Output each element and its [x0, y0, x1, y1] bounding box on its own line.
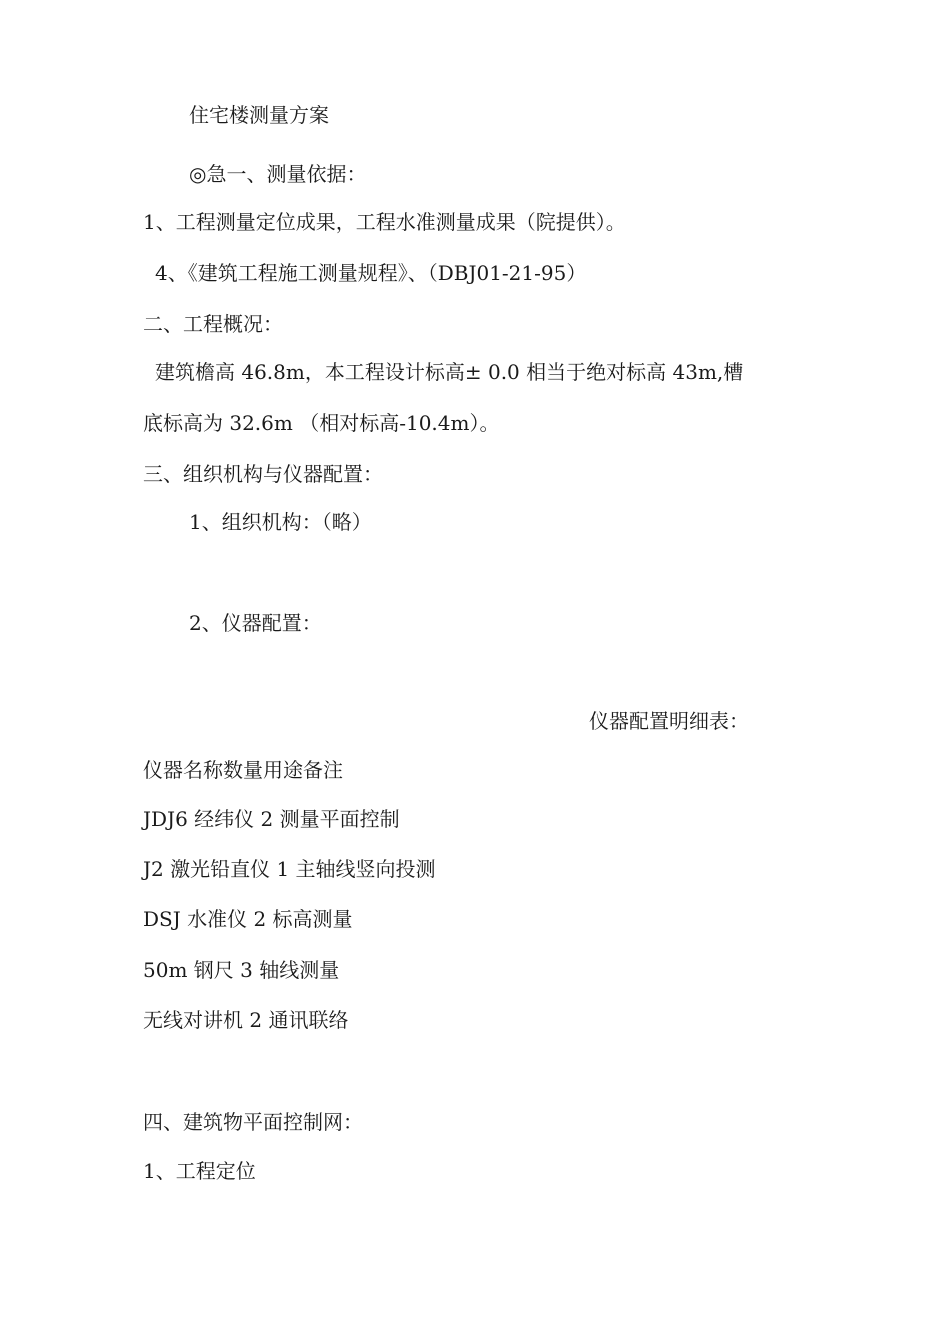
- section-3-sub-1: 1、组织机构：（略）: [189, 510, 372, 534]
- equipment-table-caption: 仪器配置明细表：: [589, 709, 749, 733]
- section-1-heading: ◎急一、测量依据：: [189, 162, 367, 186]
- section-4-heading: 四、建筑物平面控制网：: [143, 1110, 363, 1134]
- section-2-paragraph-line-1: 建筑檐高 46.8m，本工程设计标高± 0.0 相当于绝对标高 43m,槽: [155, 360, 744, 384]
- equipment-table-header: 仪器名称数量用途备注: [143, 758, 343, 782]
- equipment-table-row: DSJ 水准仪 2 标高测量: [143, 907, 353, 931]
- section-4-sub-1: 1、工程定位: [143, 1159, 256, 1183]
- section-1-item-1: 1、工程测量定位成果，工程水准测量成果（院提供）。: [143, 210, 626, 234]
- equipment-table-row: JDJ6 经纬仪 2 测量平面控制: [143, 807, 400, 831]
- equipment-table-row: 无线对讲机 2 通讯联络: [143, 1008, 349, 1032]
- section-2-paragraph-line-2: 底标高为 32.6m （相对标高-10.4m）。: [143, 411, 500, 435]
- document-title: 住宅楼测量方案: [189, 103, 329, 127]
- section-2-heading: 二、工程概况：: [143, 312, 283, 336]
- equipment-table-row: 50m 钢尺 3 轴线测量: [143, 958, 340, 982]
- equipment-table-row: J2 激光铅直仪 1 主轴线竖向投测: [143, 857, 436, 881]
- section-3-sub-2: 2、仪器配置：: [189, 611, 322, 635]
- section-3-heading: 三、组织机构与仪器配置：: [143, 462, 383, 486]
- section-1-item-4: 4、《建筑工程施工测量规程》、（DBJ01-21-95）: [155, 261, 587, 285]
